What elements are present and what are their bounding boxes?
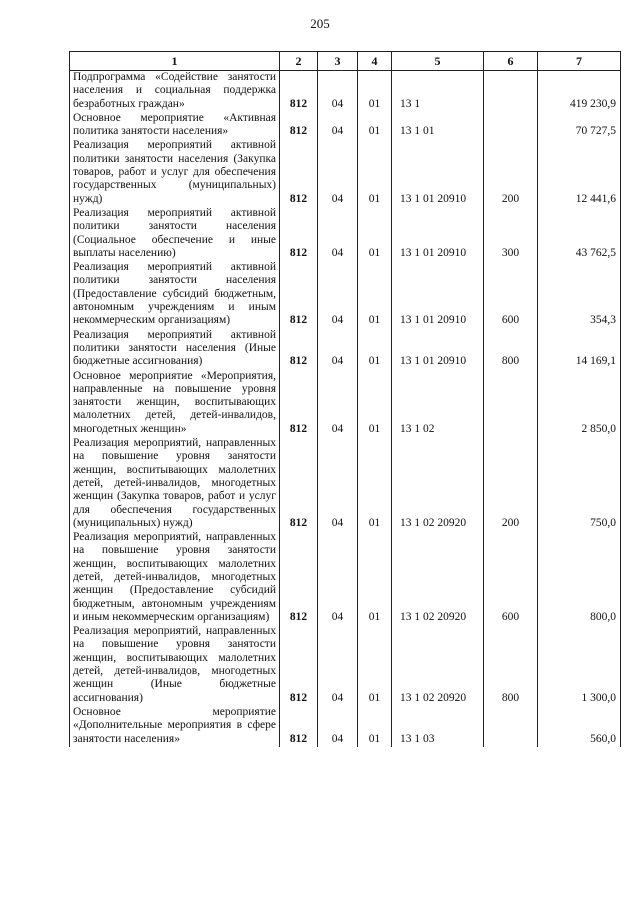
- table-row: [70, 112, 621, 140]
- ministry-code-cell: 812: [280, 625, 318, 706]
- amount-cell: 354,3: [538, 261, 621, 328]
- expense-type-cell: 200: [484, 437, 538, 531]
- subsection-code-cell: 01: [358, 706, 392, 747]
- subsection-code-cell: 01: [358, 112, 392, 140]
- row-name-cell: Реализация мероприятий активной политики занятости населения (Социальное обеспечение и иные выплаты населению): [70, 207, 280, 261]
- section-code-cell: 04: [318, 112, 358, 140]
- subsection-code-cell: 01: [358, 207, 392, 261]
- target-article-cell: 13 1 01: [392, 112, 484, 140]
- amount-cell: 70 727,5: [538, 112, 621, 140]
- subsection-code-cell: 01: [358, 261, 392, 328]
- section-code-cell: 04: [318, 329, 358, 370]
- ministry-code-cell: 812: [280, 261, 318, 328]
- ministry-code-cell: 812: [280, 71, 318, 112]
- expense-type-cell: [484, 112, 538, 140]
- column-header: 3: [318, 52, 358, 71]
- ministry-code-cell: 812: [280, 706, 318, 747]
- subsection-code-cell: 01: [358, 370, 392, 437]
- subsection-code-cell: 01: [358, 71, 392, 112]
- table-row: [70, 625, 621, 706]
- subsection-code-cell: 01: [358, 437, 392, 531]
- target-article-cell: 13 1 01 20910: [392, 207, 484, 261]
- budget-table: [69, 51, 621, 747]
- section-code-cell: 04: [318, 261, 358, 328]
- expense-type-cell: 600: [484, 531, 538, 625]
- target-article-cell: 13 1 03: [392, 706, 484, 747]
- row-name-cell: Реализация мероприятий активной политики занятости населения (Закупка товаров, работ и услуг для обеспечения государственных (муниципальных) нужд): [70, 139, 280, 206]
- target-article-cell: 13 1 02 20920: [392, 531, 484, 625]
- target-article-cell: 13 1 02 20920: [392, 625, 484, 706]
- column-header: 2: [280, 52, 318, 71]
- ministry-code-cell: 812: [280, 437, 318, 531]
- table-row: [70, 207, 621, 261]
- amount-cell: 1 300,0: [538, 625, 621, 706]
- expense-type-cell: [484, 706, 538, 747]
- expense-type-cell: 800: [484, 329, 538, 370]
- amount-cell: 12 441,6: [538, 139, 621, 206]
- ministry-code-cell: 812: [280, 329, 318, 370]
- section-code-cell: 04: [318, 706, 358, 747]
- ministry-code-cell: 812: [280, 370, 318, 437]
- table-body: [70, 71, 621, 747]
- row-name-cell: Основное мероприятие «Мероприятия, направленные на повышение уровня занятости женщин, воспитывающих малолетних детей, детей-инвалидов, многодетных женщин»: [70, 370, 280, 437]
- target-article-cell: 13 1 02: [392, 370, 484, 437]
- column-header: 1: [70, 52, 280, 71]
- row-name-cell: Реализация мероприятий, направленных на повышение уровня занятости женщин, воспитывающих малолетних детей, детей-инвалидов, многодетных женщин (Предоставление субсидий бюджетным, автономным учреждениям и иным некоммерческим организациям): [70, 531, 280, 625]
- ministry-code-cell: 812: [280, 531, 318, 625]
- amount-cell: 14 169,1: [538, 329, 621, 370]
- target-article-cell: 13 1 02 20920: [392, 437, 484, 531]
- subsection-code-cell: 01: [358, 531, 392, 625]
- section-code-cell: 04: [318, 207, 358, 261]
- row-name-cell: Реализация мероприятий активной политики занятости населения (Иные бюджетные ассигнования): [70, 329, 280, 370]
- target-article-cell: 13 1 01 20910: [392, 261, 484, 328]
- table-row: [70, 261, 621, 328]
- section-code-cell: 04: [318, 531, 358, 625]
- row-name-cell: Основное мероприятие «Дополнительные мероприятия в сфере занятости населения»: [70, 706, 280, 747]
- column-header: 5: [392, 52, 484, 71]
- subsection-code-cell: 01: [358, 625, 392, 706]
- subsection-code-cell: 01: [358, 139, 392, 206]
- expense-type-cell: 600: [484, 261, 538, 328]
- table-row: [70, 706, 621, 747]
- target-article-cell: 13 1: [392, 71, 484, 112]
- subsection-code-cell: 01: [358, 329, 392, 370]
- section-code-cell: 04: [318, 71, 358, 112]
- row-name-cell: Основное мероприятие «Активная политика занятости населения»: [70, 112, 280, 140]
- target-article-cell: 13 1 01 20910: [392, 329, 484, 370]
- page-number: 205: [310, 16, 330, 31]
- table-row: [70, 329, 621, 370]
- amount-cell: 800,0: [538, 531, 621, 625]
- row-name-cell: Подпрограмма «Содействие занятости населения и социальная поддержка безработных граждан»: [70, 71, 280, 112]
- amount-cell: 2 850,0: [538, 370, 621, 437]
- section-code-cell: 04: [318, 139, 358, 206]
- expense-type-cell: 300: [484, 207, 538, 261]
- amount-cell: 750,0: [538, 437, 621, 531]
- ministry-code-cell: 812: [280, 139, 318, 206]
- table-row: [70, 531, 621, 625]
- ministry-code-cell: 812: [280, 207, 318, 261]
- column-header: 6: [484, 52, 538, 71]
- row-name-cell: Реализация мероприятий, направленных на повышение уровня занятости женщин, воспитывающих малолетних детей, детей-инвалидов, многодетных женщин (Закупка товаров, работ и услуг для обеспечения государственных (муниципальных) нужд): [70, 437, 280, 531]
- row-name-cell: Реализация мероприятий, направленных на повышение уровня занятости женщин, воспитывающих малолетних детей, детей-инвалидов, многодетных женщин (Иные бюджетные ассигнования): [70, 625, 280, 706]
- amount-cell: 43 762,5: [538, 207, 621, 261]
- expense-type-cell: 200: [484, 139, 538, 206]
- table-row: [70, 437, 621, 531]
- column-header: 7: [538, 52, 621, 71]
- amount-cell: 419 230,9: [538, 71, 621, 112]
- section-code-cell: 04: [318, 370, 358, 437]
- expense-type-cell: [484, 71, 538, 112]
- table-row: [70, 370, 621, 437]
- column-header: 4: [358, 52, 392, 71]
- section-code-cell: 04: [318, 437, 358, 531]
- table-row: [70, 139, 621, 206]
- section-code-cell: 04: [318, 625, 358, 706]
- expense-type-cell: 800: [484, 625, 538, 706]
- amount-cell: 560,0: [538, 706, 621, 747]
- table-header-row: [70, 52, 621, 71]
- row-name-cell: Реализация мероприятий активной политики занятости населения (Предоставление субсидий бюджетным, автономным учреждениям и иным некоммерческим организациям): [70, 261, 280, 328]
- ministry-code-cell: 812: [280, 112, 318, 140]
- table-row: [70, 71, 621, 112]
- target-article-cell: 13 1 01 20910: [392, 139, 484, 206]
- expense-type-cell: [484, 370, 538, 437]
